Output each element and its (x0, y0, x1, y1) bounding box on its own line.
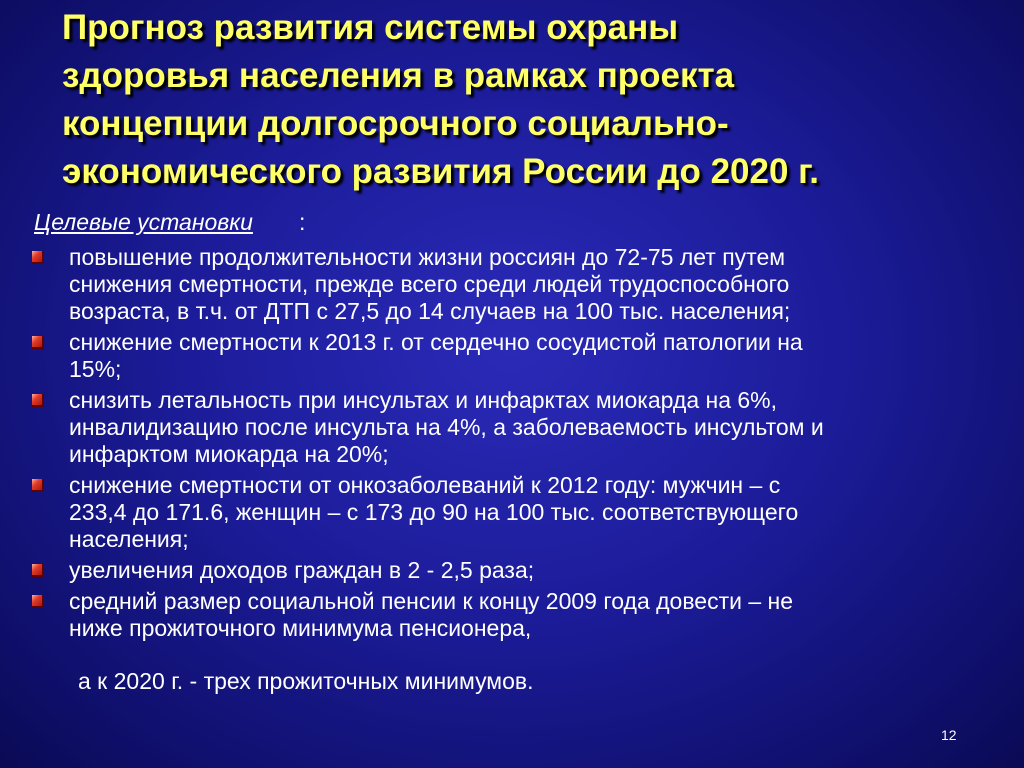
square-bullet-icon (32, 595, 44, 608)
title-line: экономического развития России до 2020 г. (62, 152, 819, 191)
bullet-text-line: возраста, в т.ч. от ДТП с 27,5 до 14 случаев на 100 тыс. населения; (69, 298, 791, 324)
title-line: концепции долгосрочного социально- (62, 104, 729, 143)
page-number: 12 (941, 727, 957, 743)
bullet-text-line: повышение продолжительности жизни россиян до 72-75 лет путем (69, 244, 786, 270)
bullet-text-line: ниже прожиточного минимума пенсионера, (69, 615, 532, 641)
tail-text-line: а к 2020 г. - трех прожиточных минимумов. (78, 668, 534, 694)
square-bullet-icon (32, 564, 44, 577)
bullet-text-line: 15%; (69, 356, 122, 382)
title-line: здоровья населения в рамках проекта (62, 56, 735, 95)
bullet-item (0, 387, 1024, 468)
bullet-text-line: средний размер социальной пенсии к концу 2009 года довести – не (69, 588, 794, 614)
bullet-item (0, 557, 1024, 584)
bullet-text-line: снижения смертности, прежде всего среди людей трудоспособного (69, 271, 790, 297)
bullet-text-line: 233,4 до 171.6, женщин – с 173 до 90 на 100 тыс. соответствующего (69, 499, 799, 525)
bullet-text-line: снижение смертности от онкозаболеваний к 2012 году: мужчин – с (69, 472, 781, 498)
bullet-list (0, 244, 1024, 646)
bullet-text-line: снизить летальность при инсультах и инфарктах миокарда на 6%, (69, 387, 778, 413)
bullet-item (0, 329, 1024, 383)
square-bullet-icon (32, 251, 44, 264)
bullet-text-line: увеличения доходов граждан в 2 - 2,5 раза; (69, 557, 535, 583)
bullet-item (0, 588, 1024, 642)
bullet-item (0, 472, 1024, 553)
square-bullet-icon (32, 394, 44, 407)
square-bullet-icon (32, 479, 44, 492)
subtitle: Целевые установки (34, 209, 253, 235)
square-bullet-icon (32, 336, 44, 349)
bullet-text-line: снижение смертности к 2013 г. от сердечно сосудистой патологии на (69, 329, 803, 355)
slide-title (62, 4, 962, 196)
bullet-text-line: инвалидизацию после инсульта на 4%, а заболеваемость инсультом и (69, 414, 824, 440)
subtitle-colon: : (299, 209, 306, 235)
bullet-text-line: инфарктом миокарда на 20%; (69, 441, 389, 467)
bullet-item (0, 244, 1024, 325)
bullet-text-line: населения; (69, 526, 189, 552)
title-line: Прогноз развития системы охраны (62, 8, 679, 47)
